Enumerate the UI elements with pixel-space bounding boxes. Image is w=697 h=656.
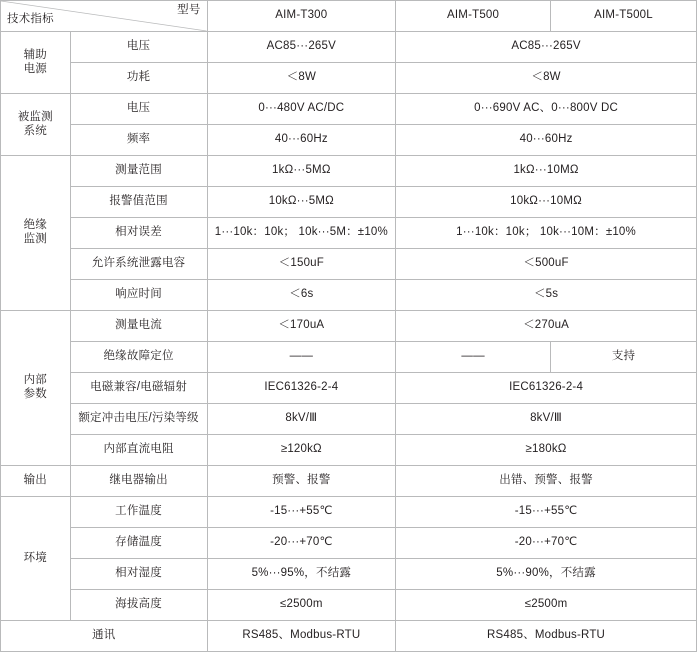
header-corner-cell (1, 1, 208, 32)
param-response-time: 响应时间 (70, 280, 207, 311)
table-row (1, 249, 697, 280)
table-row (1, 311, 697, 342)
value-fault-location-t300: —— (207, 342, 396, 373)
table-row (1, 590, 697, 621)
value-measurement-range-t500: 1kΩ···10MΩ (396, 156, 697, 187)
value-power-consumption-t500: ＜8W (396, 63, 697, 94)
table-row (1, 466, 697, 497)
param-fault-location: 绝缘故障定位 (70, 342, 207, 373)
table-row (1, 621, 697, 652)
table-row (1, 125, 697, 156)
group-monitored-line1: 被监测 (17, 110, 53, 123)
param-operating-temperature: 工作温度 (70, 497, 207, 528)
column-header-t500l: AIM-T500L (551, 1, 697, 32)
table-row (1, 435, 697, 466)
table-row (1, 497, 697, 528)
table-row (1, 404, 697, 435)
param-aux-voltage: 电压 (70, 32, 207, 63)
group-insulation-monitoring (1, 156, 71, 311)
model-label: 型号 (177, 4, 201, 16)
param-frequency: 频率 (70, 125, 207, 156)
param-altitude: 海拔高度 (70, 590, 207, 621)
value-internal-dc-resistance-t500: ≥180kΩ (396, 435, 697, 466)
param-communication: 通讯 (1, 621, 208, 652)
param-internal-dc-resistance: 内部直流电阻 (70, 435, 207, 466)
table-row (1, 218, 697, 249)
value-leakage-capacitance-t300: ＜150uF (207, 249, 396, 280)
param-emc-emission: 电磁兼容/电磁辐射 (70, 373, 207, 404)
value-operating-temperature-t300: -15···+55℃ (207, 497, 396, 528)
column-header-t500: AIM-T500 (396, 1, 551, 32)
group-aux-power-line2: 电源 (23, 62, 47, 75)
param-measuring-current: 测量电流 (70, 311, 207, 342)
value-internal-dc-resistance-t300: ≥120kΩ (207, 435, 396, 466)
value-response-time-t500: ＜5s (396, 280, 697, 311)
value-altitude-t300: ≤2500m (207, 590, 396, 621)
column-header-t300: AIM-T300 (207, 1, 396, 32)
value-fault-location-t500l: 支持 (551, 342, 697, 373)
param-relative-error: 相对误差 (70, 218, 207, 249)
value-power-consumption-t300: ＜8W (207, 63, 396, 94)
param-measurement-range: 测量范围 (70, 156, 207, 187)
value-measurement-range-t300: 1kΩ···5MΩ (207, 156, 396, 187)
table-row (1, 528, 697, 559)
table-row (1, 63, 697, 94)
group-aux-power (1, 32, 71, 94)
value-communication-t500: RS485、Modbus-RTU (396, 621, 697, 652)
group-internal-line1: 内部 (23, 374, 47, 387)
value-altitude-t500: ≤2500m (396, 590, 697, 621)
value-leakage-capacitance-t500: ＜500uF (396, 249, 697, 280)
group-insulation-line1: 绝缘 (23, 219, 47, 232)
group-internal-line2: 参数 (23, 388, 47, 400)
value-operating-temperature-t500: -15···+55℃ (396, 497, 697, 528)
value-system-voltage-t300: 0···480V AC/DC (207, 94, 396, 125)
group-environment: 环境 (1, 497, 71, 621)
value-aux-voltage-t500: AC85···265V (396, 32, 697, 63)
param-alarm-range: 报警值范围 (70, 187, 207, 218)
table-row (1, 32, 697, 63)
value-relative-humidity-t500: 5%···90%，不结露 (396, 559, 697, 590)
table-row (1, 187, 697, 218)
value-frequency-t300: 40···60Hz (207, 125, 396, 156)
group-output: 输出 (1, 466, 71, 497)
group-monitored-line2: 系统 (23, 124, 47, 137)
param-system-voltage: 电压 (70, 94, 207, 125)
table-row (1, 342, 697, 373)
param-relay-output: 继电器输出 (70, 466, 207, 497)
value-frequency-t500: 40···60Hz (396, 125, 697, 156)
table-row (1, 156, 697, 187)
value-relay-output-t500: 出错、预警、报警 (396, 466, 697, 497)
value-measuring-current-t300: ＜170uA (207, 311, 396, 342)
group-aux-power-line1: 辅助 (23, 48, 47, 61)
value-system-voltage-t500: 0···690V AC、0···800V DC (396, 94, 697, 125)
value-emc-emission-t500: IEC61326-2-4 (396, 373, 697, 404)
group-monitored-system (1, 94, 71, 156)
table-row (1, 94, 697, 125)
param-storage-temperature: 存储温度 (70, 528, 207, 559)
value-emc-emission-t300: IEC61326-2-4 (207, 373, 396, 404)
table-row (1, 559, 697, 590)
value-relay-output-t300: 预警、报警 (207, 466, 396, 497)
param-impulse-pollution: 额定冲击电压/污染等级 (70, 404, 207, 435)
table-header-row (1, 1, 697, 32)
value-relative-error-t300: 1···10k：10k； 10k···5M：±10% (207, 218, 396, 249)
param-power-consumption: 功耗 (70, 63, 207, 94)
table-row (1, 373, 697, 404)
value-storage-temperature-t300: -20···+70℃ (207, 528, 396, 559)
value-aux-voltage-t300: AC85···265V (207, 32, 396, 63)
group-insulation-line2: 监测 (23, 233, 47, 245)
value-relative-error-t500: 1···10k：10k； 10k···10M：±10% (396, 218, 697, 249)
value-relative-humidity-t300: 5%···95%，不结露 (207, 559, 396, 590)
value-communication-t300: RS485、Modbus-RTU (207, 621, 396, 652)
value-response-time-t300: ＜6s (207, 280, 396, 311)
value-impulse-pollution-t300: 8kV/Ⅲ (207, 404, 396, 435)
param-leakage-capacitance: 允许系统泄露电容 (70, 249, 207, 280)
value-storage-temperature-t500: -20···+70℃ (396, 528, 697, 559)
value-alarm-range-t300: 10kΩ···5MΩ (207, 187, 396, 218)
group-internal-parameters (1, 311, 71, 466)
value-measuring-current-t500: ＜270uA (396, 311, 697, 342)
table-row (1, 280, 697, 311)
value-alarm-range-t500: 10kΩ···10MΩ (396, 187, 697, 218)
tech-spec-label: 技术指标 (7, 13, 54, 26)
param-relative-humidity: 相对湿度 (70, 559, 207, 590)
value-fault-location-t500: —— (396, 342, 551, 373)
value-impulse-pollution-t500: 8kV/Ⅲ (396, 404, 697, 435)
